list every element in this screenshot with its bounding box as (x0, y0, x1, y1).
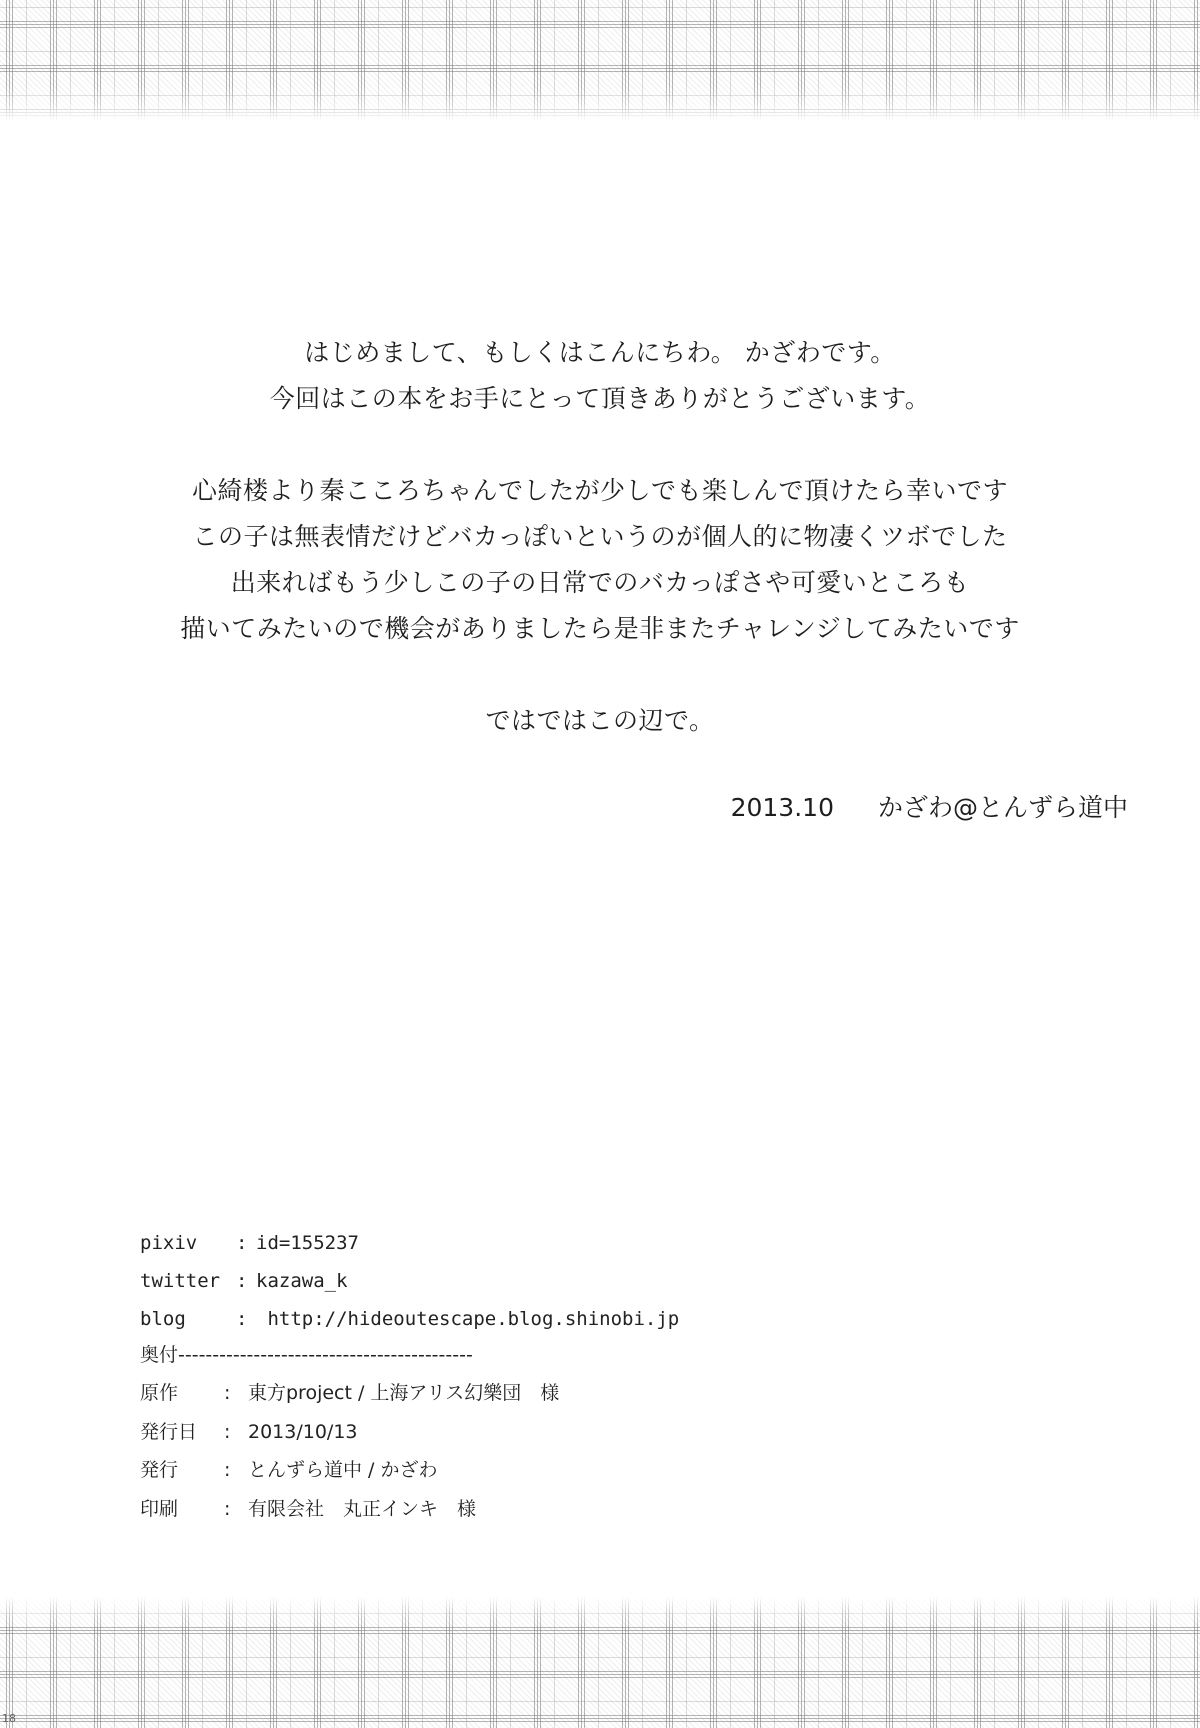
contact-value: id=155237 (256, 1232, 359, 1254)
contact-row-twitter (140, 1262, 679, 1300)
contact-separator: : (236, 1270, 248, 1292)
signature (731, 788, 1128, 824)
contact-key: twitter (140, 1270, 221, 1292)
colophon-value: 2013/10/13 (248, 1420, 358, 1443)
paragraph-gap (0, 652, 1200, 698)
page-number: 18 (2, 1712, 16, 1725)
afterword-message (0, 330, 1200, 744)
colophon-heading: 奥付------------------------------------------- (140, 1344, 473, 1366)
paragraph-gap (0, 422, 1200, 468)
contact-key: blog (140, 1308, 186, 1330)
signature-author: かざわ@とんずら道中 (877, 793, 1128, 822)
colophon-value: 東方project / 上海アリス幻樂団 様 (248, 1382, 560, 1404)
colophon-separator: : (224, 1420, 231, 1443)
colophon-key: 発行 (140, 1459, 179, 1481)
contact-row-blog (140, 1300, 679, 1338)
contact-info (140, 1224, 679, 1338)
colophon-row-issue-date (140, 1413, 559, 1452)
contact-value: http://hideoutescape.blog.shinobi.jp (256, 1308, 680, 1330)
colophon-row-printer (140, 1490, 559, 1529)
colophon-value: 有限会社 丸正インキ 様 (248, 1497, 477, 1520)
message-line: 心綺楼より秦こころちゃんでしたが少しでも楽しんで頂けたら幸いです (191, 476, 1008, 505)
closing-line: ではではこの辺で。 (485, 706, 715, 735)
colophon (140, 1374, 559, 1528)
colophon-separator: : (224, 1459, 231, 1481)
contact-row-pixiv (140, 1224, 679, 1262)
message-line: はじめまして、もしくはこんにちわ。 かざわです。 (304, 338, 896, 367)
message-line: この子は無表情だけどバカっぽいというのが個人的に物凄くツボでした (192, 522, 1008, 551)
plaid-border-top (0, 0, 1200, 122)
contact-separator: : (236, 1308, 248, 1330)
signature-date: 2013.10 (730, 793, 834, 822)
colophon-row-original (140, 1374, 559, 1413)
message-line: 今回はこの本をお手にとって頂きありがとうございます。 (269, 384, 931, 413)
colophon-key: 発行日 (140, 1420, 198, 1443)
contact-value: kazawa_k (256, 1270, 348, 1292)
colophon-row-publisher (140, 1451, 559, 1490)
plaid-border-bottom (0, 1596, 1200, 1728)
colophon-key: 原作 (140, 1382, 179, 1404)
colophon-separator: : (224, 1497, 231, 1520)
message-line: 出来ればもう少しこの子の日常でのバカっぽさや可愛いところも (230, 568, 970, 597)
colophon-separator: : (224, 1382, 231, 1404)
colophon-value: とんずら道中 / かざわ (248, 1459, 438, 1481)
contact-separator: : (236, 1232, 248, 1254)
colophon-key: 印刷 (140, 1497, 179, 1520)
message-line: 描いてみたいので機会がありましたら是非またチャレンジしてみたいです (180, 614, 1020, 643)
contact-key: pixiv (140, 1232, 198, 1254)
